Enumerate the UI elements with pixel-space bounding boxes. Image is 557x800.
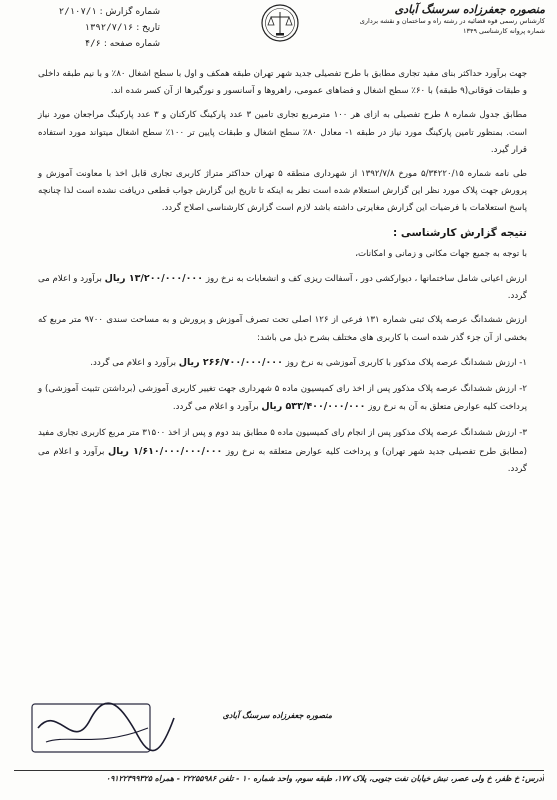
license-number: شماره پروانه کارشناسی ۱۳۴۹ — [463, 27, 545, 35]
paragraph-parking: مطابق جدول شماره ۸ طرح تفصیلی به ازای هر ۱۰۰ مترمربع تجاری تامین ۳ عدد پارکینگ کارکنان و ۳ عدد پارکینگ مراجعان مورد نیاز است. بمنظور تامین پارکینگ مورد نیاز در طبقه ۱- معادل ۸۰٪ سطح اشغال و طبقات پایین تر ۱۰۰٪ سطح اشغال میتواند مورد استفاده قرار گیرد. — [38, 110, 527, 155]
building-value-tail: برآورد و اعلام می گردد. — [38, 274, 527, 302]
paragraph-inquiry: طی نامه شماره ۵/۳۴۲۲۰/۱۵ مورخ ۱۳۹۲/۷/۸ از شهرداری منطقه ۵ تهران حداکثر متراژ کاربری تجاری قابل اخذ با معاونت آموزش و پرورش جهت پلاک مورد نظر این گزارش استعلام شده است نظر به اینکه تا تاریخ این گزارش جواب قطعی دریافت نشده است لذا چنانچه پاسخ استعلامات با فرضیات این گزارش مغایرتی داشته باشد لازم است گزارش کارشناسی اصلاح گردد. — [38, 169, 527, 214]
result-heading: نتیجه گزارش کارشناسی : — [393, 226, 527, 239]
expert-stamp-icon — [28, 698, 178, 762]
item1-tail: برآورد و اعلام می گردد. — [90, 357, 176, 368]
letterhead-subtitle: کارشناس رسمی قوه قضائیه در رشته راه و ساختمان و نقشه برداری — [359, 17, 545, 25]
footer-divider — [14, 770, 544, 771]
item3-text: ۳- ارزش ششدانگ عرصه پلاک مذکور پس از انجام رای کمیسیون ماده ۵ مطابق بند دوم و پس از اخذ ۳۱۵۰۰ متر مربع کاربری تجاری مفید (مطابق طرح تفصیلی جدید شهر تهران) و پرداخت کلیه عوارض متعلقه به نرخ روز — [38, 428, 528, 457]
page-number-value: ۴/۶ — [84, 39, 101, 49]
paragraph-building-area: جهت برآورد حداکثر بنای مفید تجاری مطابق با طرح تفصیلی جدید شهر تهران طبقه همکف و اول با سطح اشغال ۸۰٪ و با نیم طبقه داخلی و طبقات فوقانی(۹ طبقه) با ۶۰٪ سطح اشغال و فضاهای عمومی، راهروها و آسانسور و نورگیرها از آن کسر شده اند. — [38, 69, 528, 97]
report-number-row — [40, 4, 160, 20]
report-date-value: ۱۳۹۲/۷/۱۶ — [84, 23, 134, 33]
report-date-label: تاریخ : — [136, 23, 160, 33]
item2-text: ۲- ارزش ششدانگ عرصه پلاک مذکور پس از اخذ رای کمیسیون ماده ۵ شهرداری جهت تغییر کاربری آموزشی (برداشتن تثبیت آموزشی) و پرداخت کلیه عوارض متعلق به آن به نرخ روز — [38, 384, 528, 413]
paragraph-land-value: ارزش ششدانگ عرصه پلاک ثبتی شماره ۱۳۱ فرعی از ۱۲۶ اصلی تحت تصرف آموزش و پرورش و به مساحت سندی ۹۷۰۰ متر مربع که بخشی از آن جزء گذر شده است با کاربری های مختلف بشرح ذیل می باشد: — [38, 315, 527, 343]
item3-amount: ۱/۶۱۰/۰۰۰/۰۰۰/۰۰۰ ریال — [108, 445, 223, 457]
item1-text: ۱- ارزش ششدانگ عرصه پلاک مذکور با کاربری آموزشی به نرخ روز — [285, 357, 527, 368]
list-item-zoning-change-value — [38, 381, 527, 416]
emblem-icon — [260, 2, 300, 44]
page-number-row — [40, 36, 160, 52]
item3-tail: برآورد و اعلام می گردد. — [38, 446, 527, 474]
report-number-label: شماره گزارش : — [99, 7, 160, 17]
report-number-value: ۲/۱۰۷/۱ — [58, 7, 97, 17]
item1-amount: ۲۶۶/۷۰۰/۰۰۰/۰۰۰ ریال — [178, 356, 283, 368]
paragraph-building-value — [38, 270, 527, 305]
report-body — [38, 66, 527, 487]
list-item-commercial-value — [38, 425, 527, 478]
letterhead — [0, 0, 557, 62]
letterhead-title-block — [330, 3, 545, 36]
report-date-row — [40, 20, 160, 36]
page-number-label: شماره صفحه : — [103, 39, 160, 49]
result-intro: با توجه به جمیع جهات مکانی و زمانی و امکانات، — [355, 248, 527, 259]
company-name: منصوره جعفرزاده سرسنگ آبادی — [394, 3, 545, 16]
building-value-amount: ۱۳/۲۰۰/۰۰۰/۰۰۰ ریال — [104, 273, 204, 285]
building-value-text: ارزش اعیانی شامل ساختمانها ، دیوارکشی دور ، آسفالت ریزی کف و انشعابات به نرخ روز — [205, 274, 528, 285]
item2-tail: برآورد و اعلام می گردد. — [172, 402, 259, 413]
footer-address: آدرس: خ ظفر، خ ولی عصر، نبش خیابان نفت جنوبی، پلاک ۱۷۷، طبقه سوم، واحد شماره ۱۰ - تلفن ۲۲۲۵۵۹۸۶ - همراه ۰۹۱۲۲۳۹۹۳۲۵ — [106, 774, 544, 783]
signature-name: منصوره جعفرزاده سرسنگ آبادی — [222, 710, 332, 720]
item2-amount: ۵۳۳/۴۰۰/۰۰۰/۰۰۰ ریال — [261, 401, 366, 413]
letter-meta — [40, 4, 160, 52]
list-item-educational-value — [38, 354, 527, 372]
